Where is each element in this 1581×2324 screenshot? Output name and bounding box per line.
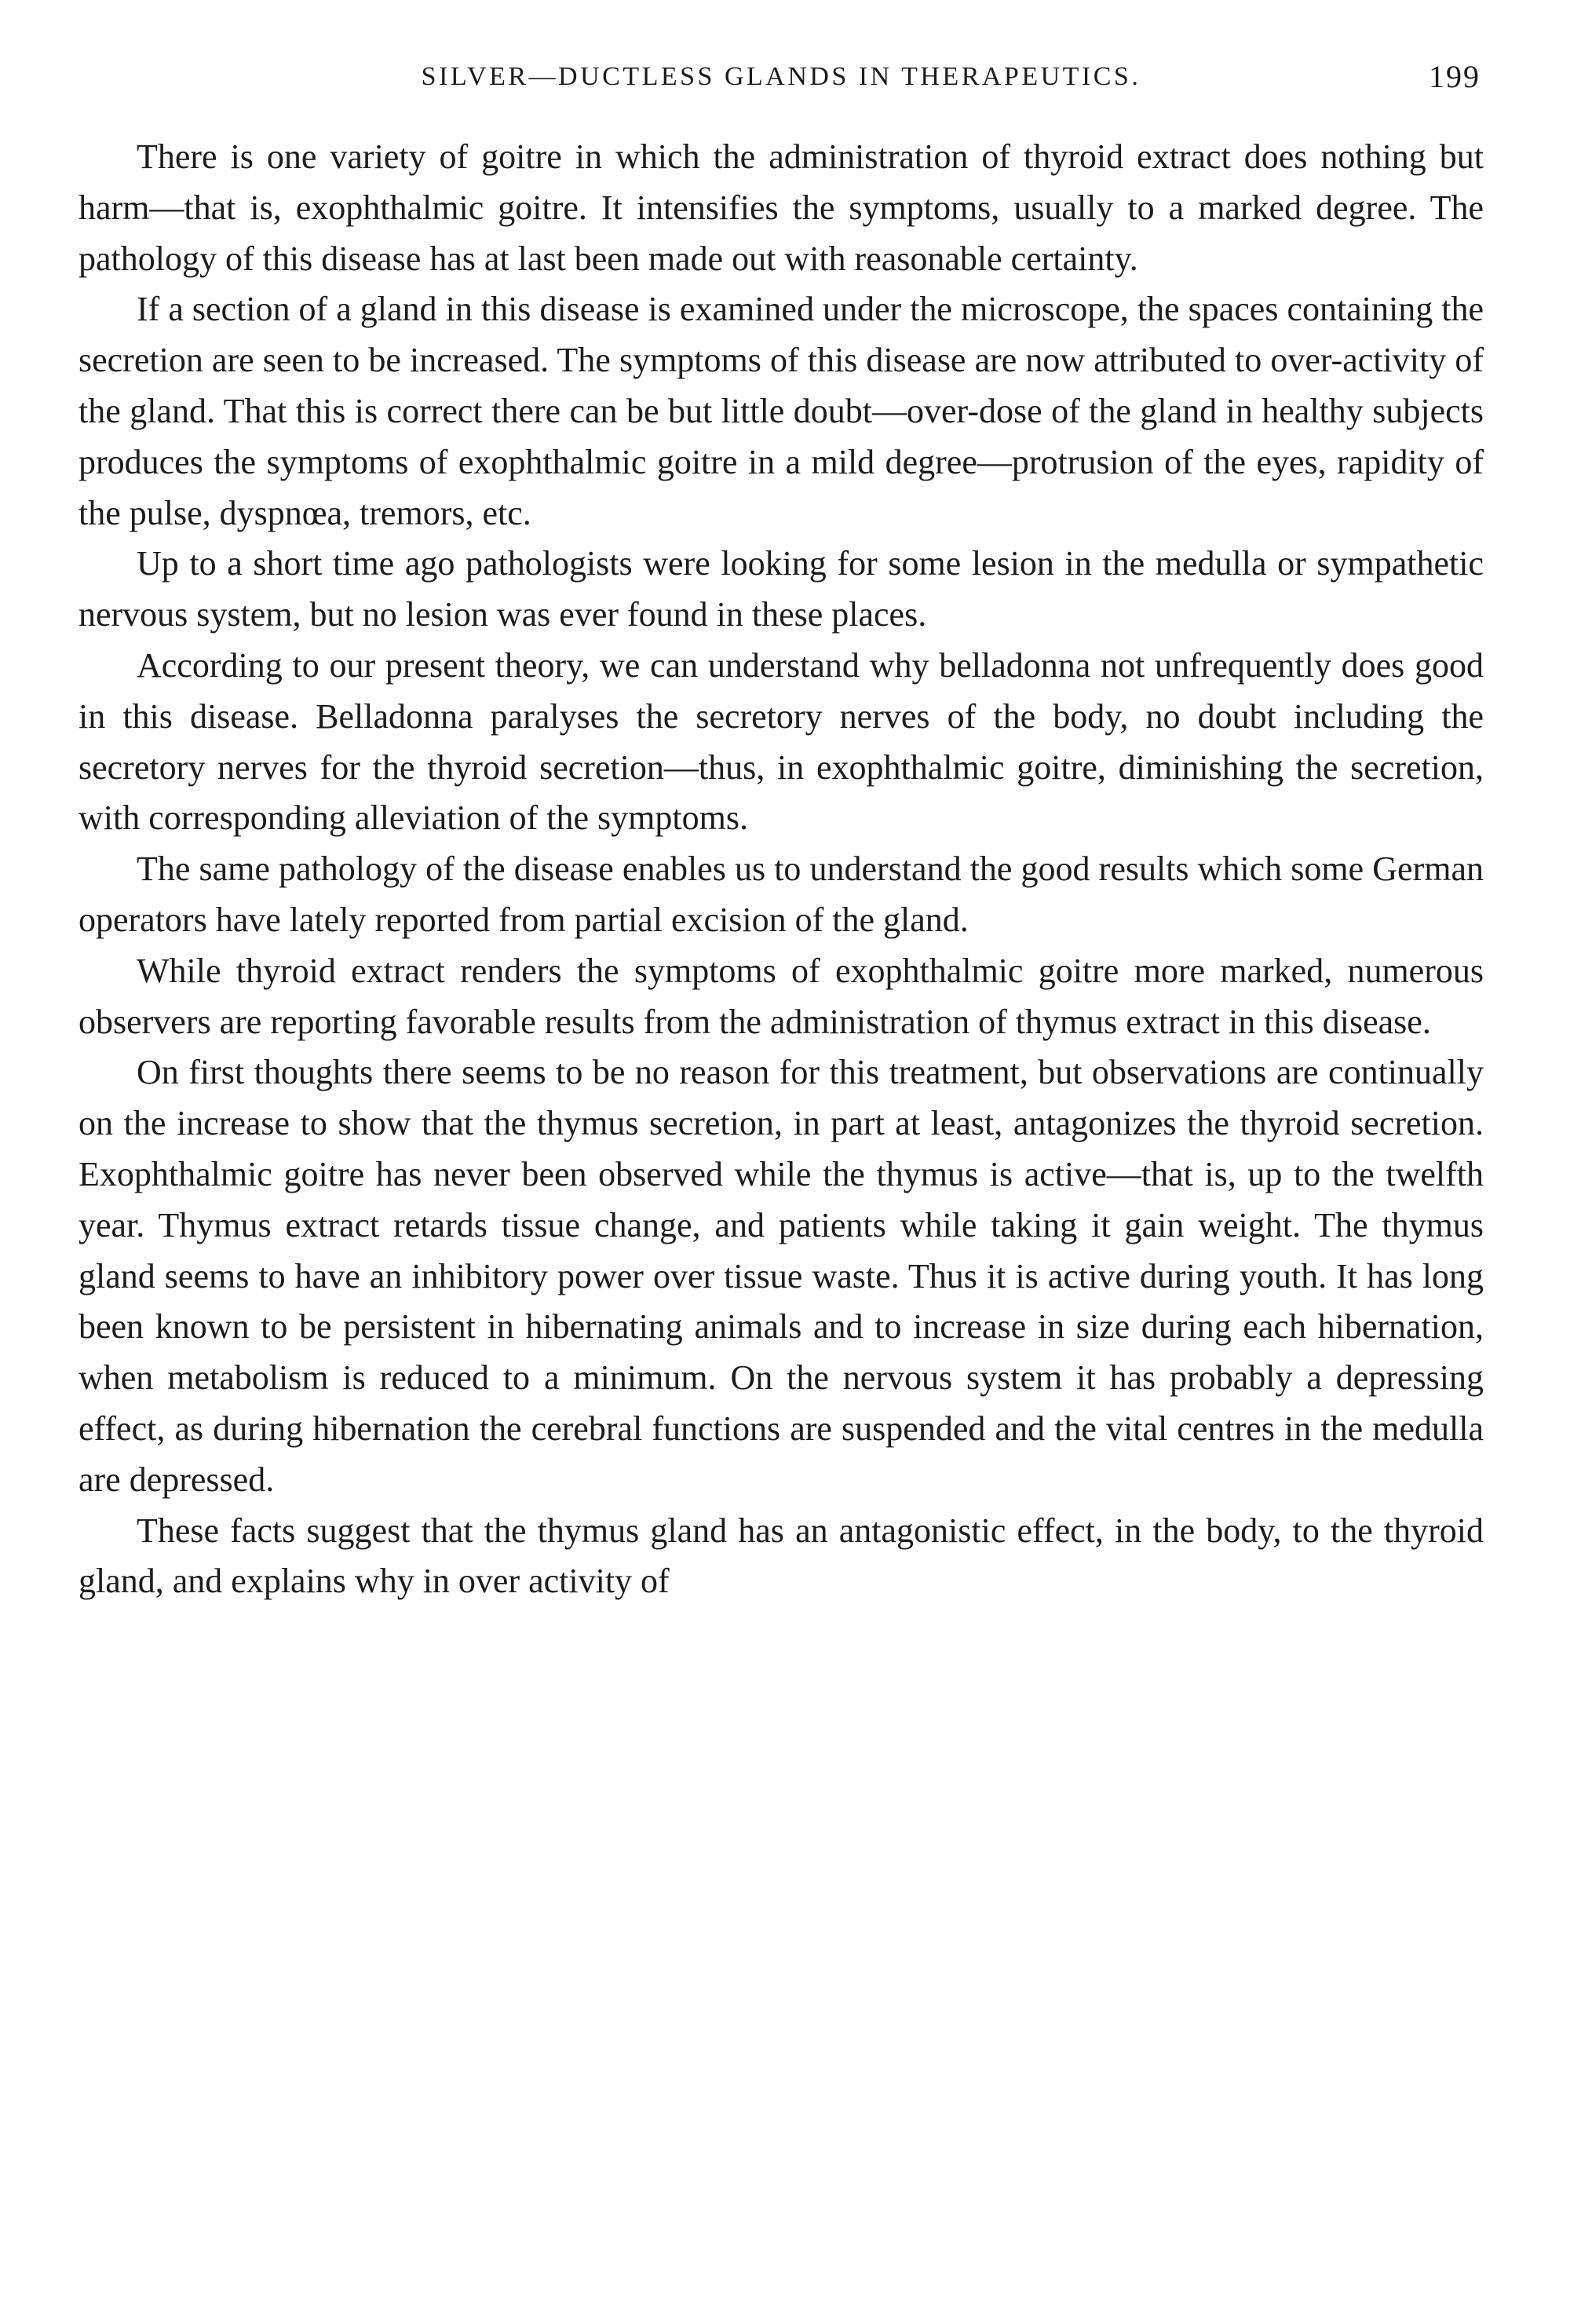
- paragraph-thymus-antagonism: On first thoughts there seems to be no reason for this treatment, but observations are continually on the increase to show that the thymus secretion, in part at least, antagonizes the thyroid secretion. Exophthalmic goitre has never been observed while the thymus is active—that is, up to the twelfth year. Thymus extract retards tissue change, and patients while taking it gain weight. The thymus gland seems to have an inhibitory power over tissue waste. Thus it is active during youth. It has long been known to be persistent in hibernating animals and to increase in size during each hibernation, when metabolism is reduced to a minimum. On the nervous system it has probably a depressing effect, as during hibernation the cerebral functions are suspended and the vital centres in the medulla are depressed.: [79, 1053, 1484, 1499]
- page-number: 199: [1429, 59, 1481, 94]
- paragraph-thymus-extract: While thyroid extract renders the symptoms of exophthalmic goitre more marked, numerous observers are reporting favorable results from the administration of thymus extract in this disease.: [79, 951, 1484, 1041]
- paragraph-belladonna: According to our present theory, we can understand why belladonna not unfrequently does good in this disease. Belladonna paralyses the secretory nerves of the body, no doubt including the secretory nerves for the thyroid secretion—thus, in exophthalmic goitre, diminishing the secretion, with corresponding alleviation of the symptoms.: [79, 645, 1484, 838]
- running-header: [79, 57, 1484, 105]
- book-page: [79, 57, 1484, 1607]
- paragraph-partial-excision: The same pathology of the disease enables us to understand the good results which some German operators have lately reported from partial excision of the gland.: [79, 850, 1484, 939]
- paragraph-lesion-search: Up to a short time ago pathologists were looking for some lesion in the medulla or sympathetic nervous system, but no lesion was ever found in these places.: [79, 544, 1484, 634]
- running-title: SILVER—DUCTLESS GLANDS IN THERAPEUTICS.: [421, 62, 1141, 91]
- paragraph-conclusion: These facts suggest that the thymus gland has an antagonistic effect, in the body, to the thyroid gland, and explains why in over activity of: [79, 1511, 1484, 1601]
- paragraph-exophthalmic-goitre: There is one variety of goitre in which the administration of thyroid extract does nothing but harm—that is, exophthalmic goitre. It intensifies the symptoms, usually to a marked degree. The pathology of this disease has at last been made out with reasonable certainty.: [79, 137, 1484, 278]
- paragraph-gland-section: If a section of a gland in this disease is examined under the microscope, the spaces containing the secretion are seen to be increased. The symptoms of this disease are now attributed to over-activity of the gland. That this is correct there can be but little doubt—over-dose of the gland in healthy subjects produces the symptoms of exophthalmic goitre in a mild degree—protrusion of the eyes, rapidity of the pulse, dyspnœa, tremors, etc.: [79, 290, 1484, 532]
- body-text: [79, 132, 1484, 1607]
